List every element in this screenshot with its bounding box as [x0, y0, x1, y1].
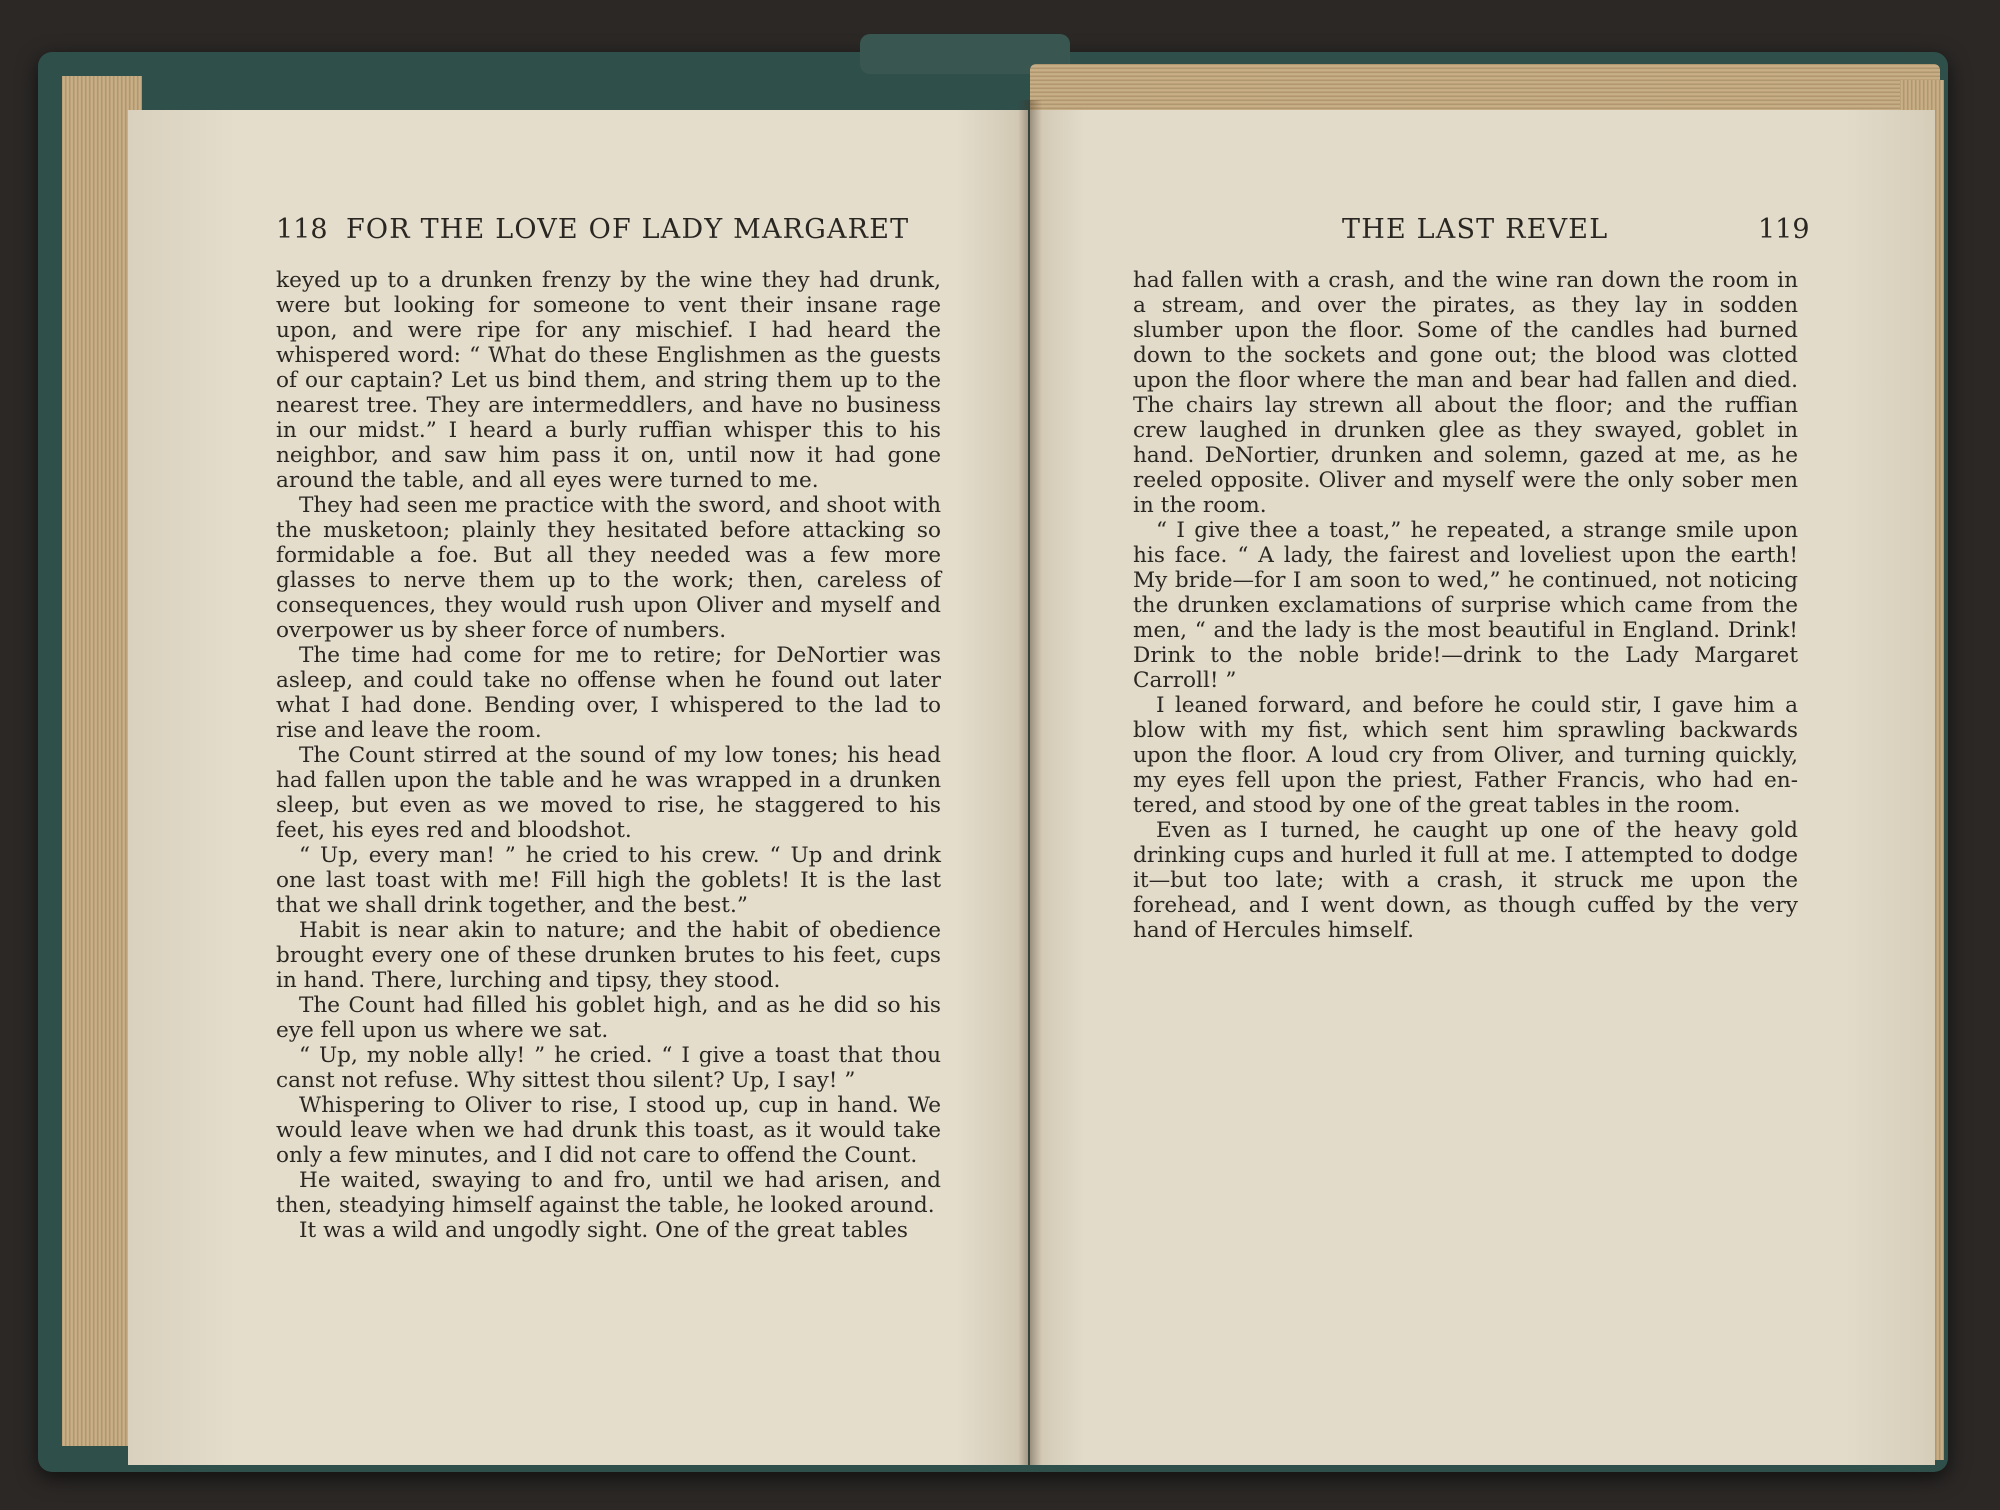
right-running-head: THE LAST REVEL — [1342, 214, 1609, 245]
paragraph: keyed up to a drunken frenzy by the wine they had drunk, were but looking for someone to vent their insane rage upon, and were ripe for any mischief. I had heard the whispered word: “ What do these Englishmen as the guests of our captain? Let us bind them, and string them up to the nearest tree. They are intermeddlers, and have no business in our midst.” I heard a burly ruffian whisper this to his neighbor, and saw him pass it on, until now it had gone around the table, and all eyes were turned to me. — [276, 268, 941, 493]
paragraph: He waited, swaying to and fro, until we had arisen, and then, steadying himself against the table, he looked around. — [276, 1168, 941, 1218]
left-running-head: FOR THE LOVE OF LADY MARGARET — [346, 214, 910, 245]
right-page-text — [1133, 268, 1798, 943]
book-gutter — [1018, 100, 1042, 1465]
paragraph: They had seen me practice with the sword, and shoot with the musketoon; plainly they hesitated before attacking so formidable a foe. But all they needed was a few more glasses to nerve them up to the work; then, careless of consequences, they would rush upon Oliver and myself and overpower us by sheer force of numbers. — [276, 493, 941, 643]
paragraph: “ Up, my noble ally! ” he cried. “ I give a toast that thou canst not refuse. Why sittest thou silent? Up, I say! ” — [276, 1043, 941, 1093]
paragraph: had fallen with a crash, and the wine ran down the room in a stream, and over the pirates, as they lay in sodden slumber upon the floor. Some of the candles had burned down to the sockets and gone out; the blood was clotted upon the floor where the man and bear had fallen and died. The chairs lay strewn all about the floor; and the ruffian crew laughed in drunken glee as they swayed, goblet in hand. DeNortier, drunken and solemn, gazed at me, as he reeled opposite. Oliver and myself were the only sober men in the room. — [1133, 268, 1798, 518]
paragraph: Habit is near akin to nature; and the habit of obedience brought every one of these drunken brutes to his feet, cups in hand. There, lurching and tipsy, they stood. — [276, 918, 941, 993]
left-page — [128, 110, 1028, 1465]
paragraph: “ I give thee a toast,” he repeated, a strange smile upon his face. “ A lady, the fairest and loveliest upon the earth! My bride—for I am soon to wed,” he continued, not noticing the drunken exclamations of surprise which came from the men, “ and the lady is the most beautiful in England. Drink! Drink to the noble bride!—drink to the Lady Margaret Carroll! ” — [1133, 518, 1798, 693]
right-page-number: 119 — [1758, 214, 1810, 245]
paragraph: The time had come for me to retire; for DeNortier was asleep, and could take no offense when he found out later what I had done. Bending over, I whispered to the lad to rise and leave the room. — [276, 643, 941, 743]
paragraph: I leaned forward, and before he could stir, I gave him a blow with my fist, which sent him sprawling backwards upon the floor. A loud cry from Oliver, and turning quickly, my eyes fell upon the priest, Father Francis, who had entered, and stood by one of the great tables in the room. — [1133, 693, 1798, 818]
paragraph: Even as I turned, he caught up one of the heavy gold drinking cups and hurled it full at me. I attempted to dodge it—but too late; with a crash, it struck me upon the forehead, and I went down, as though cuffed by the very hand of Hercules himself. — [1133, 818, 1798, 943]
left-page-text — [276, 268, 941, 1243]
paragraph: “ Up, every man! ” he cried to his crew. “ Up and drink one last toast with me! Fill high the goblets! It is the last that we shall drink together, and the best.” — [276, 843, 941, 918]
paragraph: Whispering to Oliver to rise, I stood up, cup in hand. We would leave when we had drunk this toast, as it would take only a few minutes, and I did not care to offend the Count. — [276, 1093, 941, 1168]
left-page-number: 118 — [276, 214, 328, 245]
paragraph: The Count had filled his goblet high, and as he did so his eye fell upon us where we sat. — [276, 993, 941, 1043]
paragraph: The Count stirred at the sound of my low tones; his head had fallen upon the table and he was wrapped in a drunken sleep, but even as we moved to rise, he staggered to his feet, his eyes red and bloodshot. — [276, 743, 941, 843]
paragraph: It was a wild and ungodly sight. One of the great tables — [299, 1218, 908, 1243]
right-page — [1030, 110, 1935, 1465]
